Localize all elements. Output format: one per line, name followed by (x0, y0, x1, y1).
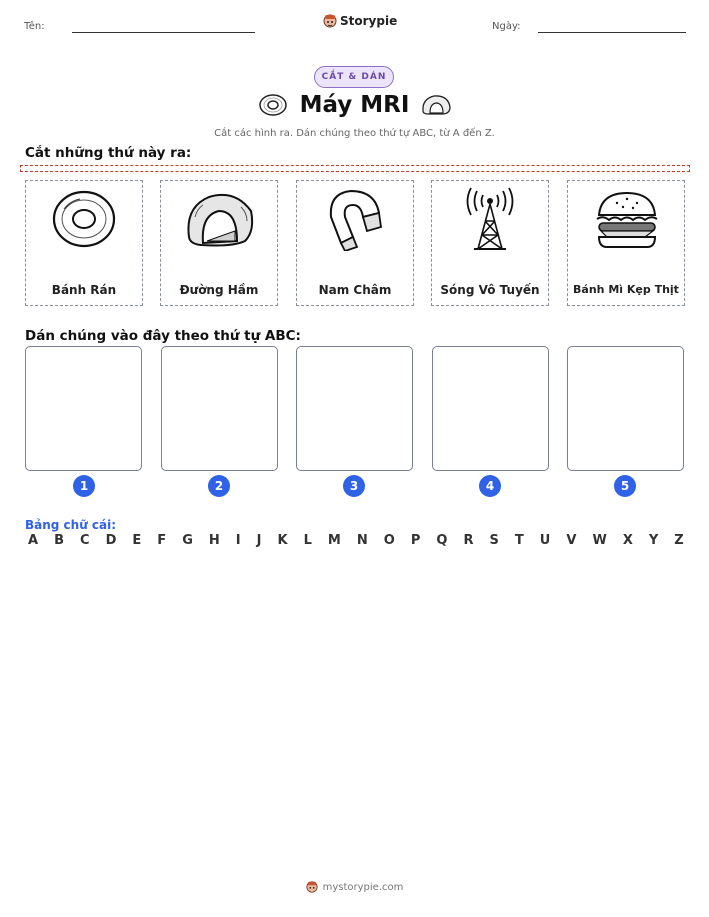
alphabet-letter: P (410, 533, 421, 548)
alphabet-letter: Q (436, 533, 448, 548)
name-line[interactable] (72, 32, 255, 33)
alphabet-heading: Bảng chữ cái: (25, 518, 117, 532)
paste-box-3[interactable] (296, 346, 413, 471)
storypie-logo (323, 13, 397, 29)
cut-card-label: Bánh Rán (51, 283, 117, 297)
alphabet-letter: R (463, 533, 474, 548)
alphabet-letter: V (566, 533, 577, 548)
cut-card-label: Sóng Vô Tuyến (440, 283, 540, 297)
paste-number-2: 2 (208, 475, 230, 497)
paste-number-4: 4 (479, 475, 501, 497)
cut-card-magnet[interactable] (296, 180, 414, 306)
tunnel-icon (420, 93, 452, 117)
cut-card-burger[interactable] (567, 180, 685, 306)
date-line[interactable] (538, 32, 686, 33)
magnet-icon (321, 187, 389, 251)
alphabet-letter: C (80, 533, 90, 548)
alphabet-letter: E (132, 533, 142, 548)
footer (0, 880, 709, 894)
paste-box-5[interactable] (567, 346, 684, 471)
alphabet-row (28, 533, 684, 548)
paste-number-5: 5 (614, 475, 636, 497)
donut-icon (50, 187, 118, 251)
paste-box-2[interactable] (161, 346, 278, 471)
alphabet-letter: T (514, 533, 524, 548)
paste-number-3: 3 (343, 475, 365, 497)
alphabet-letter: N (356, 533, 368, 548)
alphabet-letter: I (235, 533, 241, 548)
alphabet-letter: B (54, 533, 64, 548)
cut-card-label: Bánh Mì Kẹp Thịt (573, 283, 679, 296)
cut-card-radio-wave[interactable] (431, 180, 549, 306)
alphabet-letter: F (157, 533, 167, 548)
alphabet-letter: G (182, 533, 193, 548)
alphabet-letter: M (327, 533, 341, 548)
alphabet-letter: Z (674, 533, 684, 548)
alphabet-letter: X (622, 533, 633, 548)
cut-card-donut[interactable] (25, 180, 143, 306)
alphabet-letter: K (277, 533, 288, 548)
burger-icon (593, 187, 661, 251)
alphabet-letter: J (256, 533, 262, 548)
alphabet-letter: S (489, 533, 499, 548)
alphabet-letter: U (539, 533, 551, 548)
date-label: Ngày: (492, 21, 521, 32)
paste-box-4[interactable] (432, 346, 549, 471)
paste-box-1[interactable] (25, 346, 142, 471)
footer-url[interactable]: mystorypie.com (322, 881, 404, 893)
activity-badge: CẮT & DÁN (314, 66, 394, 88)
name-label: Tên: (24, 21, 45, 32)
tunnel-icon (183, 187, 257, 251)
cut-card-label: Nam Châm (318, 283, 392, 297)
cut-card-label: Đường Hầm (179, 283, 259, 297)
instructions: Cắt các hình ra. Dán chúng theo thứ tự ABC, từ A đến Z. (214, 128, 495, 139)
cut-line (20, 165, 690, 172)
alphabet-letter: H (208, 533, 220, 548)
cut-section-heading: Cắt những thứ này ra: (25, 145, 192, 161)
paste-number-1: 1 (73, 475, 95, 497)
storypie-mascot-icon (323, 13, 337, 29)
alphabet-letter: D (105, 533, 117, 548)
paste-section-heading: Dán chúng vào đây theo thứ tự ABC: (25, 328, 301, 344)
radio-tower-icon (456, 187, 524, 251)
alphabet-letter: O (383, 533, 395, 548)
page-title: Máy MRI (299, 92, 410, 118)
cut-card-tunnel[interactable] (160, 180, 278, 306)
alphabet-letter: L (303, 533, 312, 548)
alphabet-letter: Y (648, 533, 659, 548)
alphabet-letter: W (592, 533, 607, 548)
brand-name: Storypie (340, 14, 398, 28)
storypie-mascot-icon (306, 880, 318, 894)
alphabet-letter: A (28, 533, 39, 548)
